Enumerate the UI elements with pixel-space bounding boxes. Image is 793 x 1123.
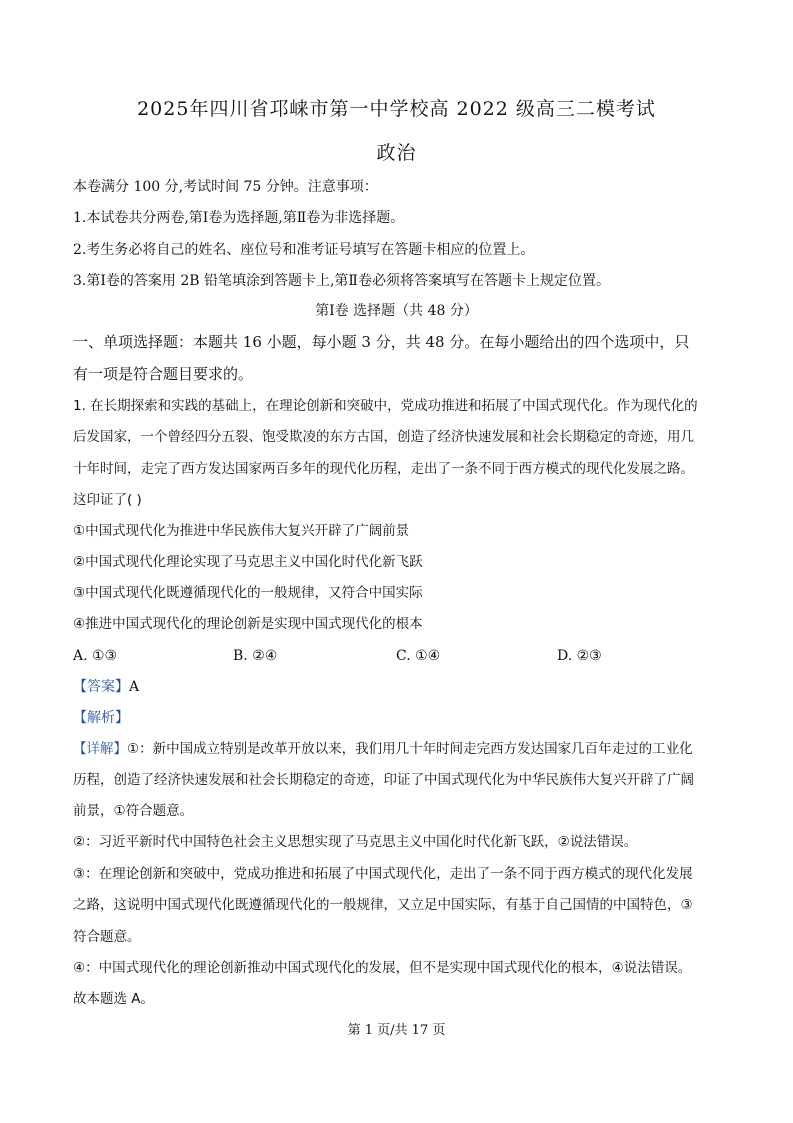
detail-line-5: ③：在理论创新和突破中，党成功推进和拓展了中国式现代化，走出了一条不同于西方模式的现代化发展 [73, 866, 693, 882]
detail-line-7: 符合题意。 [73, 929, 141, 945]
detail-line-4: ②：习近平新时代中国特色社会主义思想实现了马克思主义中国化时代化新飞跃，②说法错误。 [73, 834, 638, 850]
answer-tag: 【答案】 [73, 679, 129, 695]
statement-3: ③中国式现代化既遵循现代化的一般规律，又符合中国实际 [73, 585, 423, 601]
detail-line-6: 之路，这说明中国式现代化既遵循现代化的一般规律，又立足中国实际，有基于自己国情的中国特色，③ [73, 897, 693, 913]
question-stem-line-3: 十年时间，走完了西方发达国家两百多年的现代化历程，走出了一条不同于西方模式的现代化发展之路。 [73, 461, 694, 477]
question-stem-line-4: 这印证了( ) [73, 492, 142, 508]
subject-title: 政治 [376, 142, 417, 164]
exam-title: 2025年四川省邛崃市第一中学校高 2022 级高三二模考试 [137, 98, 656, 120]
detail-text-1: ①：新中国成立特别是改革开放以来，我们用几十年时间走完西方发达国家几百年走过的工业化 [127, 741, 693, 757]
answer-value: A [129, 679, 140, 695]
detail-line-8: ④：中国式现代化的理论创新推动中国式现代化的发展，但不是实现中国式现代化的根本，④说法错误。 [73, 960, 692, 976]
statement-4: ④推进中国式现代化的理论创新是实现中国式现代化的根本 [73, 616, 423, 632]
section-title: 第Ⅰ卷 选择题（共 48 分） [315, 303, 478, 319]
statement-2: ②中国式现代化理论实现了马克思主义中国化时代化新飞跃 [73, 554, 423, 570]
instructions-intro: 本卷满分 100 分,考试时间 75 分钟。注意事项： [73, 179, 378, 195]
detail-tag: 【详解】 [73, 741, 127, 757]
section-instruction-line-1: 一、单项选择题：本题共 16 小题，每小题 3 分，共 48 分。在每小题给出的四个选项中，只 [73, 333, 690, 351]
detail-line-2: 历程，创造了经济快速发展和社会长期稳定的奇迹，印证了中国式现代化为中华民族伟大复兴开辟了广阔 [73, 772, 694, 788]
statement-1: ①中国式现代化为推进中华民族伟大复兴开辟了广阔前景 [73, 523, 410, 539]
analysis-tag: 【解析】 [73, 710, 129, 726]
option-a: A. ①③ [73, 648, 118, 664]
detail-line-3: 前景，①符合题意。 [73, 803, 194, 819]
option-d: D. ②③ [557, 648, 602, 664]
option-c: C. ①④ [396, 648, 441, 664]
detail-line-1 [73, 739, 693, 759]
instruction-item-1: 1.本试卷共分两卷,第Ⅰ卷为选择题,第Ⅱ卷为非选择题。 [73, 210, 405, 226]
question-stem-line-1: 1. 在长期探索和实践的基础上，在理论创新和突破中，党成功推进和拓展了中国式现代化。作为现代化的 [73, 398, 698, 414]
option-b: B. ②④ [233, 648, 278, 664]
question-stem-line-2: 后发国家，一个曾经四分五裂、饱受欺凌的东方古国，创造了经济快速发展和社会长期稳定的奇迹，用几 [73, 429, 694, 445]
detail-line-9: 故本题选 A。 [73, 991, 155, 1007]
section-instruction-line-2: 有一项是符合题目要求的。 [73, 365, 254, 383]
instruction-item-2: 2.考生务必将自己的姓名、座位号和准考证号填写在答题卡相应的位置上。 [73, 242, 535, 258]
instruction-item-3: 3.第Ⅰ卷的答案用 2B 铅笔填涂到答题卡上,第Ⅱ卷必须将答案填写在答题卡上规定位置。 [73, 273, 610, 289]
page-number: 第 1 页/共 17 页 [347, 1023, 446, 1038]
answer-line [73, 677, 139, 697]
